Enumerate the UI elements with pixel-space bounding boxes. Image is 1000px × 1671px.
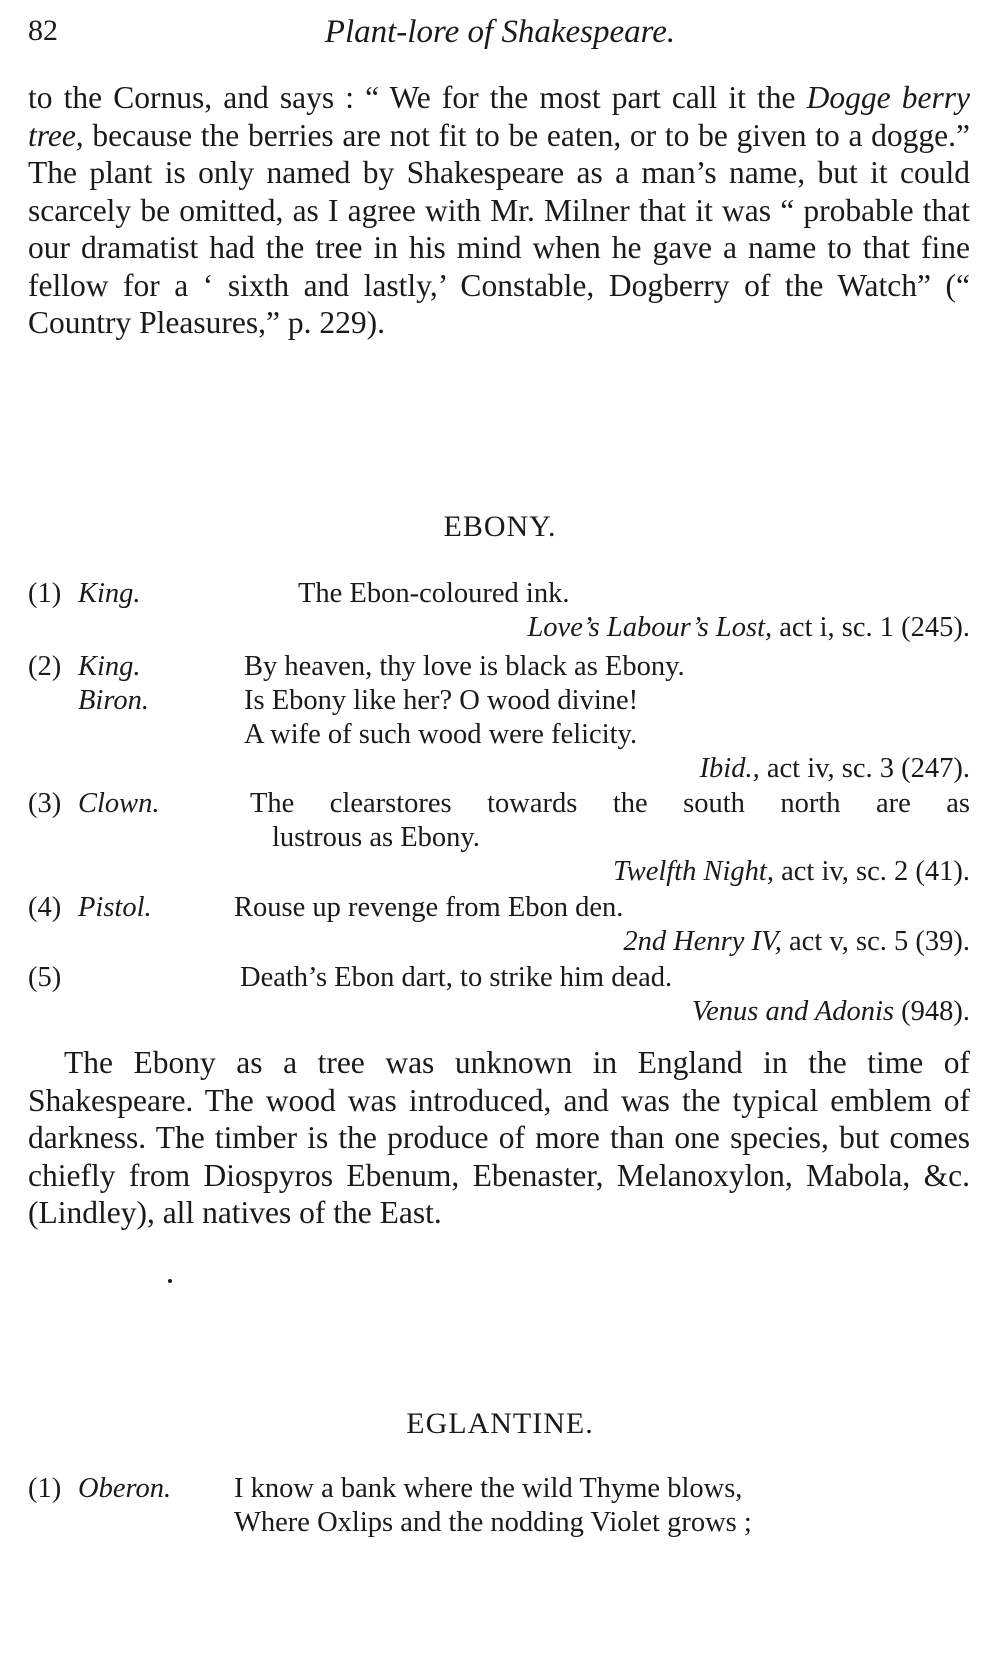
quote-number: (5): [28, 962, 62, 993]
quote-line: Is Ebony like her? O wood divine!: [244, 685, 639, 716]
quote-line: A wife of such wood were felicity.: [244, 719, 638, 750]
quote-line: The clearstores towards the south north are as: [250, 788, 970, 819]
ebony-quote-3: [28, 787, 970, 889]
quote-citation: Twelfth Night, act iv, sc. 2 (41).: [612, 856, 970, 887]
quote-number: (1): [28, 578, 62, 609]
quote-line: Death’s Ebon dart, to strike him dead.: [240, 962, 673, 993]
intro-italic: Dogge berry tree,: [28, 80, 970, 153]
quote-line: By heaven, thy love is black as Ebony.: [244, 651, 685, 682]
page-number: 82: [28, 14, 58, 47]
ebony-quote-2: [28, 650, 970, 786]
quote-speaker: King.: [78, 651, 141, 682]
section-heading-eglantine: EGLANTINE.: [406, 1407, 594, 1440]
running-header: [28, 14, 972, 58]
ebony-quote-1: [28, 577, 970, 645]
quote-number: (4): [28, 892, 62, 923]
stray-mark: [168, 1279, 172, 1283]
quote-speaker: Clown.: [78, 788, 160, 819]
quote-number: (1): [28, 1473, 62, 1504]
quote-line: The Ebon-coloured ink.: [298, 578, 570, 609]
quote-citation: Venus and Adonis (948).: [691, 996, 970, 1027]
intro-paragraph: [28, 79, 970, 342]
quote-line: lustrous as Ebony.: [272, 822, 480, 853]
quote-citation: Ibid., act iv, sc. 3 (247).: [699, 753, 970, 784]
quote-citation: 2nd Henry IV, act v, sc. 5 (39).: [623, 926, 970, 957]
quote-line: Where Oxlips and the nodding Violet grows ;: [234, 1507, 752, 1538]
intro-text-2: because the berries are not fit to be eaten, or to be given to a dogge.” The plant is only named by Shakespeare as a man’s name, but it could scarcely be omitted, as I agree with Mr. Milner that it was “ probable that our dramatist had the tree in his mind when he gave a name to that fine fellow for a ‘ sixth and lastly,’ Constable, Dogberry of the Watch” (“ Country Pleasures,” p. 229).: [28, 117, 970, 340]
quote-speaker: King.: [78, 578, 141, 609]
eglantine-quote-1: [28, 1472, 970, 1540]
quote-line: Rouse up revenge from Ebon den.: [234, 892, 624, 923]
quote-speaker: Pistol.: [78, 892, 152, 923]
quote-speaker: Oberon.: [78, 1473, 172, 1504]
intro-text-1: to the Cornus, and says : “ We for the most part call it the: [28, 80, 807, 115]
section-heading-ebony: EBONY.: [443, 510, 557, 543]
quote-number: (3): [28, 788, 62, 819]
running-title: Plant-lore of Shakespeare.: [324, 14, 676, 50]
quote-citation: Love’s Labour’s Lost, act i, sc. 1 (245).: [527, 612, 970, 643]
quote-speaker: Biron.: [78, 685, 149, 716]
quote-line: I know a bank where the wild Thyme blows,: [234, 1473, 743, 1504]
ebony-commentary: The Ebony as a tree was unknown in England in the time of Shakespeare. The wood was introduced, and was the typical emblem of darkness. The timber is the produce of more than one species, but comes chiefly from Diospyros Ebenum, Ebenaster, Melanoxylon, Mabola, &c. (Lindley), all natives of the East.: [28, 1045, 970, 1230]
ebony-quote-5: [28, 961, 970, 1029]
quote-number: (2): [28, 651, 62, 682]
ebony-quote-4: [28, 891, 970, 959]
